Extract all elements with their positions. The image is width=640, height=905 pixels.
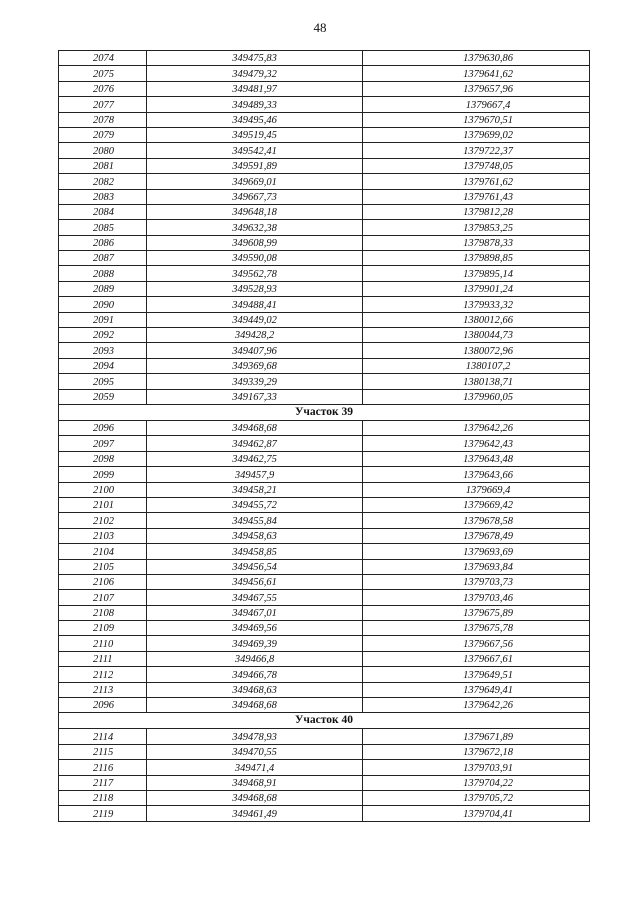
point-number-cell: 2087: [59, 251, 147, 266]
point-number-cell: 2080: [59, 143, 147, 158]
y-coordinate-cell: 1379671,89: [363, 729, 590, 744]
x-coordinate-cell: 349458,63: [147, 528, 363, 543]
table-row: [59, 389, 590, 404]
point-number-cell: 2098: [59, 451, 147, 466]
table-row: [59, 420, 590, 435]
y-coordinate-cell: 1379649,51: [363, 667, 590, 682]
x-coordinate-cell: 349590,08: [147, 251, 363, 266]
x-coordinate-cell: 349481,97: [147, 81, 363, 96]
point-number-cell: 2096: [59, 698, 147, 713]
table-row: [59, 482, 590, 497]
point-number-cell: 2088: [59, 266, 147, 281]
y-coordinate-cell: 1379895,14: [363, 266, 590, 281]
table-row: [59, 127, 590, 142]
point-number-cell: 2083: [59, 189, 147, 204]
table-row: [59, 358, 590, 373]
point-number-cell: 2095: [59, 374, 147, 389]
table-row: [59, 451, 590, 466]
y-coordinate-cell: 1379678,49: [363, 528, 590, 543]
x-coordinate-cell: 349462,75: [147, 451, 363, 466]
table-row: [59, 590, 590, 605]
y-coordinate-cell: 1379675,89: [363, 605, 590, 620]
table-row: [59, 251, 590, 266]
y-coordinate-cell: 1379878,33: [363, 235, 590, 250]
table-row: [59, 744, 590, 759]
table-row: [59, 513, 590, 528]
x-coordinate-cell: 349562,78: [147, 266, 363, 281]
x-coordinate-cell: 349669,01: [147, 174, 363, 189]
point-number-cell: 2059: [59, 389, 147, 404]
point-number-cell: 2096: [59, 420, 147, 435]
x-coordinate-cell: 349461,49: [147, 806, 363, 821]
table-row: [59, 605, 590, 620]
section-title: Участок 39: [59, 404, 590, 420]
x-coordinate-cell: 349608,99: [147, 235, 363, 250]
table-row: [59, 467, 590, 482]
y-coordinate-cell: 1379853,25: [363, 220, 590, 235]
table-row: [59, 297, 590, 312]
x-coordinate-cell: 349167,33: [147, 389, 363, 404]
y-coordinate-cell: 1379643,48: [363, 451, 590, 466]
y-coordinate-cell: 1379678,58: [363, 513, 590, 528]
y-coordinate-cell: 1379933,32: [363, 297, 590, 312]
x-coordinate-cell: 349591,89: [147, 158, 363, 173]
x-coordinate-cell: 349458,85: [147, 544, 363, 559]
table-row: [59, 143, 590, 158]
coordinates-table: [58, 50, 590, 822]
x-coordinate-cell: 349468,63: [147, 682, 363, 697]
table-row: [59, 281, 590, 296]
point-number-cell: 2118: [59, 790, 147, 805]
point-number-cell: 2107: [59, 590, 147, 605]
x-coordinate-cell: 349528,93: [147, 281, 363, 296]
x-coordinate-cell: 349466,78: [147, 667, 363, 682]
table-row: [59, 790, 590, 805]
point-number-cell: 2117: [59, 775, 147, 790]
table-row: [59, 97, 590, 112]
table-row: [59, 775, 590, 790]
table-row: [59, 544, 590, 559]
coordinates-table-container: [58, 50, 588, 822]
point-number-cell: 2103: [59, 528, 147, 543]
table-row: [59, 374, 590, 389]
table-row: [59, 497, 590, 512]
y-coordinate-cell: 1379657,96: [363, 81, 590, 96]
section-header-row: [59, 404, 590, 420]
point-number-cell: 2113: [59, 682, 147, 697]
x-coordinate-cell: 349519,45: [147, 127, 363, 142]
y-coordinate-cell: 1379649,41: [363, 682, 590, 697]
x-coordinate-cell: 349495,46: [147, 112, 363, 127]
x-coordinate-cell: 349469,56: [147, 621, 363, 636]
table-row: [59, 328, 590, 343]
point-number-cell: 2092: [59, 328, 147, 343]
point-number-cell: 2075: [59, 66, 147, 81]
table-row: [59, 189, 590, 204]
x-coordinate-cell: 349468,68: [147, 790, 363, 805]
y-coordinate-cell: 1379704,22: [363, 775, 590, 790]
table-row: [59, 559, 590, 574]
x-coordinate-cell: 349456,61: [147, 574, 363, 589]
table-row: [59, 436, 590, 451]
point-number-cell: 2109: [59, 621, 147, 636]
point-number-cell: 2082: [59, 174, 147, 189]
point-number-cell: 2093: [59, 343, 147, 358]
x-coordinate-cell: 349467,55: [147, 590, 363, 605]
table-row: [59, 636, 590, 651]
y-coordinate-cell: 1379703,73: [363, 574, 590, 589]
x-coordinate-cell: 349428,2: [147, 328, 363, 343]
x-coordinate-cell: 349462,87: [147, 436, 363, 451]
point-number-cell: 2086: [59, 235, 147, 250]
y-coordinate-cell: 1379642,43: [363, 436, 590, 451]
x-coordinate-cell: 349471,4: [147, 760, 363, 775]
y-coordinate-cell: 1380044,73: [363, 328, 590, 343]
x-coordinate-cell: 349458,21: [147, 482, 363, 497]
point-number-cell: 2089: [59, 281, 147, 296]
y-coordinate-cell: 1379901,24: [363, 281, 590, 296]
table-row: [59, 760, 590, 775]
point-number-cell: 2091: [59, 312, 147, 327]
point-number-cell: 2106: [59, 574, 147, 589]
point-number-cell: 2101: [59, 497, 147, 512]
table-row: [59, 174, 590, 189]
point-number-cell: 2081: [59, 158, 147, 173]
point-number-cell: 2078: [59, 112, 147, 127]
y-coordinate-cell: 1380072,96: [363, 343, 590, 358]
point-number-cell: 2116: [59, 760, 147, 775]
y-coordinate-cell: 1379699,02: [363, 127, 590, 142]
table-row: [59, 806, 590, 821]
x-coordinate-cell: 349542,41: [147, 143, 363, 158]
point-number-cell: 2119: [59, 806, 147, 821]
page-number: 48: [313, 20, 327, 35]
table-row: [59, 528, 590, 543]
x-coordinate-cell: 349468,68: [147, 420, 363, 435]
table-row: [59, 112, 590, 127]
point-number-cell: 2105: [59, 559, 147, 574]
y-coordinate-cell: 1379672,18: [363, 744, 590, 759]
y-coordinate-cell: 1379722,37: [363, 143, 590, 158]
y-coordinate-cell: 1379704,41: [363, 806, 590, 821]
point-number-cell: 2094: [59, 358, 147, 373]
y-coordinate-cell: 1379630,86: [363, 51, 590, 66]
y-coordinate-cell: 1379667,61: [363, 651, 590, 666]
table-row: [59, 312, 590, 327]
y-coordinate-cell: 1379667,4: [363, 97, 590, 112]
coordinates-table-body: [59, 51, 590, 822]
point-number-cell: 2090: [59, 297, 147, 312]
x-coordinate-cell: 349489,33: [147, 97, 363, 112]
x-coordinate-cell: 349648,18: [147, 204, 363, 219]
y-coordinate-cell: 1380138,71: [363, 374, 590, 389]
point-number-cell: 2111: [59, 651, 147, 666]
table-row: [59, 698, 590, 713]
point-number-cell: 2079: [59, 127, 147, 142]
x-coordinate-cell: 349667,73: [147, 189, 363, 204]
table-row: [59, 158, 590, 173]
x-coordinate-cell: 349632,38: [147, 220, 363, 235]
y-coordinate-cell: 1379641,62: [363, 66, 590, 81]
table-row: [59, 682, 590, 697]
x-coordinate-cell: 349339,29: [147, 374, 363, 389]
x-coordinate-cell: 349475,83: [147, 51, 363, 66]
x-coordinate-cell: 349457,9: [147, 467, 363, 482]
y-coordinate-cell: 1379761,43: [363, 189, 590, 204]
point-number-cell: 2114: [59, 729, 147, 744]
section-title: Участок 40: [59, 713, 590, 729]
point-number-cell: 2084: [59, 204, 147, 219]
table-row: [59, 574, 590, 589]
x-coordinate-cell: 349455,72: [147, 497, 363, 512]
y-coordinate-cell: 1379643,66: [363, 467, 590, 482]
point-number-cell: 2074: [59, 51, 147, 66]
point-number-cell: 2077: [59, 97, 147, 112]
x-coordinate-cell: 349488,41: [147, 297, 363, 312]
point-number-cell: 2097: [59, 436, 147, 451]
table-row: [59, 66, 590, 81]
x-coordinate-cell: 349467,01: [147, 605, 363, 620]
y-coordinate-cell: 1379761,62: [363, 174, 590, 189]
y-coordinate-cell: 1379693,84: [363, 559, 590, 574]
x-coordinate-cell: 349478,93: [147, 729, 363, 744]
x-coordinate-cell: 349466,8: [147, 651, 363, 666]
point-number-cell: 2085: [59, 220, 147, 235]
y-coordinate-cell: 1379669,42: [363, 497, 590, 512]
x-coordinate-cell: 349449,02: [147, 312, 363, 327]
point-number-cell: 2100: [59, 482, 147, 497]
x-coordinate-cell: 349469,39: [147, 636, 363, 651]
y-coordinate-cell: 1379642,26: [363, 698, 590, 713]
y-coordinate-cell: 1379703,46: [363, 590, 590, 605]
x-coordinate-cell: 349407,96: [147, 343, 363, 358]
table-row: [59, 51, 590, 66]
point-number-cell: 2076: [59, 81, 147, 96]
x-coordinate-cell: 349456,54: [147, 559, 363, 574]
y-coordinate-cell: 1379960,05: [363, 389, 590, 404]
table-row: [59, 235, 590, 250]
y-coordinate-cell: 1379812,28: [363, 204, 590, 219]
y-coordinate-cell: 1379642,26: [363, 420, 590, 435]
x-coordinate-cell: 349468,91: [147, 775, 363, 790]
table-row: [59, 266, 590, 281]
x-coordinate-cell: 349470,55: [147, 744, 363, 759]
point-number-cell: 2104: [59, 544, 147, 559]
y-coordinate-cell: 1379675,78: [363, 621, 590, 636]
point-number-cell: 2112: [59, 667, 147, 682]
point-number-cell: 2110: [59, 636, 147, 651]
point-number-cell: 2102: [59, 513, 147, 528]
table-row: [59, 220, 590, 235]
table-row: [59, 621, 590, 636]
y-coordinate-cell: 1379748,05: [363, 158, 590, 173]
y-coordinate-cell: 1379703,91: [363, 760, 590, 775]
y-coordinate-cell: 1379669,4: [363, 482, 590, 497]
y-coordinate-cell: 1379667,56: [363, 636, 590, 651]
table-row: [59, 204, 590, 219]
point-number-cell: 2099: [59, 467, 147, 482]
section-header-row: [59, 713, 590, 729]
x-coordinate-cell: 349369,68: [147, 358, 363, 373]
table-row: [59, 729, 590, 744]
x-coordinate-cell: 349455,84: [147, 513, 363, 528]
y-coordinate-cell: 1379898,85: [363, 251, 590, 266]
y-coordinate-cell: 1379693,69: [363, 544, 590, 559]
y-coordinate-cell: 1379670,51: [363, 112, 590, 127]
y-coordinate-cell: 1379705,72: [363, 790, 590, 805]
x-coordinate-cell: 349479,32: [147, 66, 363, 81]
y-coordinate-cell: 1380107,2: [363, 358, 590, 373]
table-row: [59, 667, 590, 682]
x-coordinate-cell: 349468,68: [147, 698, 363, 713]
table-row: [59, 81, 590, 96]
y-coordinate-cell: 1380012,66: [363, 312, 590, 327]
point-number-cell: 2108: [59, 605, 147, 620]
table-row: [59, 343, 590, 358]
table-row: [59, 651, 590, 666]
point-number-cell: 2115: [59, 744, 147, 759]
